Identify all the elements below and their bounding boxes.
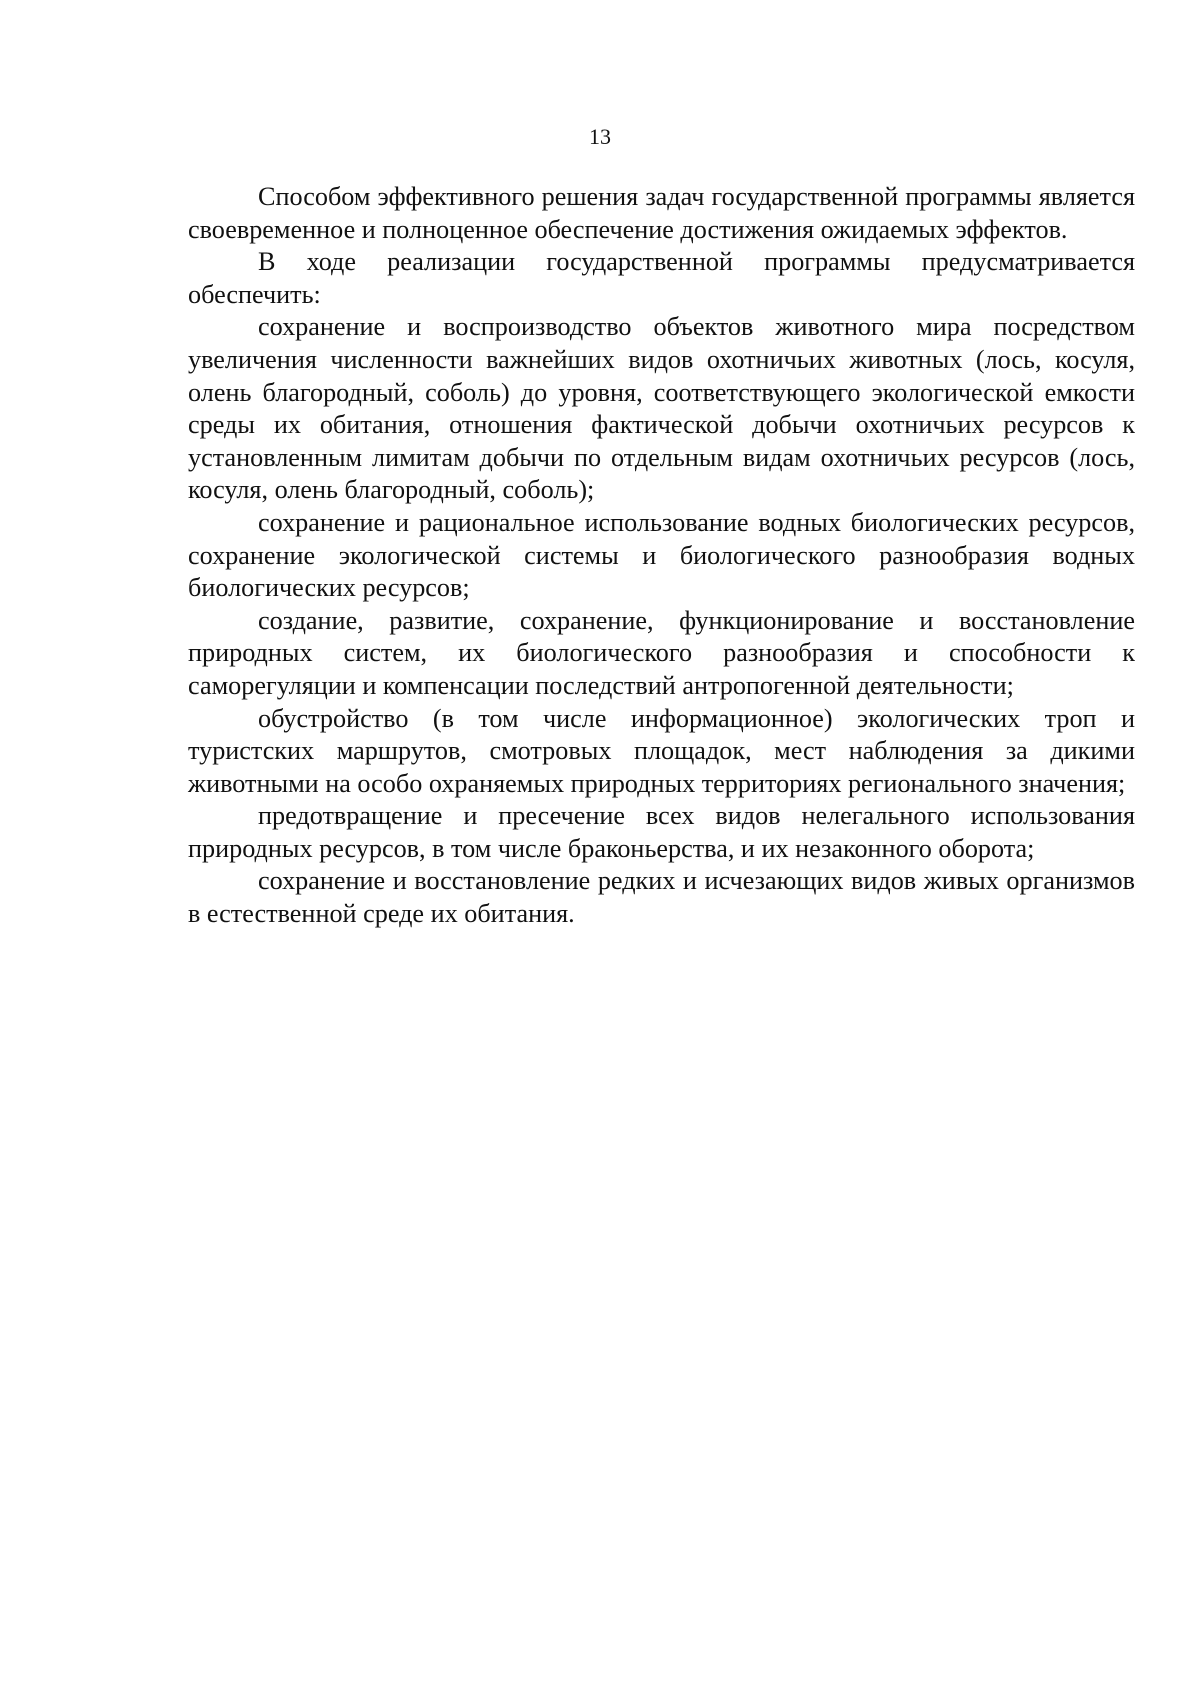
page-number: 13 [589,124,611,149]
paragraph-wildlife: сохранение и воспроизводство объектов животного мира посредством увеличения численности важнейших видов охотничьих животных (лось, косуля, олень благородный, соболь) до уровня, соответствующего экологической емкости среды их обитания, отношения фактической добычи охотничьих ресурсов к установленным лимитам добычи по отдельным видам охотничьих ресурсов (лось, косуля, олень благородный, соболь); [188,312,1135,505]
paragraph-natural-systems: создание, развитие, сохранение, функционирование и восстановление природных систем, их биологического разнообразия и способности к саморегуляции и компенсации последствий антропогенной деятельности; [188,605,1135,700]
paragraph-eco-trails: обустройство (в том числе информационное) экологических троп и туристских маршрутов, смотровых площадок, мест наблюдения за дикими животными на особо охраняемых природных территориях регионального значения; [188,703,1135,798]
paragraph-rare-species: сохранение и восстановление редких и исчезающих видов живых организмов в естественной среде их обитания. [188,866,1135,929]
paragraph-aquatic-resources: сохранение и рациональное использование водных биологических ресурсов, сохранение экологической системы и биологического разнообразия водных биологических ресурсов; [188,507,1135,603]
paragraph-provisions: В ходе реализации государственной программы предусматривается обеспечить: [188,247,1135,309]
paragraph-poaching-prevention: предотвращение и пресечение всех видов нелегального использования природных ресурсов, в том числе браконьерства, и их незаконного оборота; [188,801,1135,863]
paragraph-intro: Способом эффективного решения задач государственной программы является своевременное и полноценное обеспечение достижения ожидаемых эффектов. [188,182,1135,244]
document-body [188,181,1135,931]
